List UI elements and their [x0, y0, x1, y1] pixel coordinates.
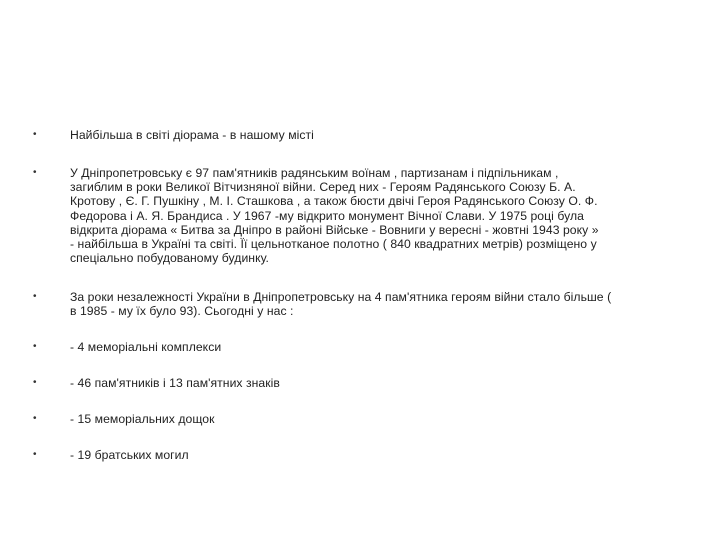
bullet-text: У Дніпропетровську є 97 пам'ятників радянським воїнам , партизанам і підпільникам , загиблим в роки Великої Вітчизняної війни. Серед них - Героям Радянського Союзу Б. А. Кротову , Є. Г. Пушкіну , М. І. Сташкова , а також бюсти двічі Героя Радянського Союзу О. Ф. Федорова і А. Я. Брандиса . У 1967 -му відкрито монумент Вічної Слави. У 1975 році була відкрита діорама « Битва за Дніпро в районі Війське - Вовниги у вересні - жовтні 1943 року » - найбільша в Україні та світі. Її цельнотканое полотно ( 840 квадратних метрів) розміщено у спеціально побудованому будинку.	[70, 166, 599, 266]
bullet-point-icon: •	[33, 341, 37, 352]
bullet-point-icon: •	[33, 449, 37, 460]
bullet-point-icon: •	[33, 291, 37, 302]
bullet-point-icon: •	[33, 377, 37, 388]
bullet-point-icon: •	[33, 129, 37, 140]
bullet-text: - 46 пам'ятників і 13 пам'ятних знаків	[70, 376, 280, 390]
bullet-point-icon: •	[33, 167, 37, 178]
bullet-text: - 4 меморіальні комплекси	[70, 340, 222, 354]
bullet-text: - 15 меморіальних дощок	[70, 412, 215, 426]
bullet-text: Найбільша в світі діорама - в нашому місті	[70, 128, 314, 142]
bullet-point-icon: •	[33, 413, 37, 424]
bullet-text: - 19 братських могил	[70, 448, 189, 462]
bullet-text: За роки незалежності України в Дніпропетровську на 4 пам'ятника героям війни стало більше ( в 1985 - му їх було 93). Сьогодні у нас :	[70, 290, 612, 319]
